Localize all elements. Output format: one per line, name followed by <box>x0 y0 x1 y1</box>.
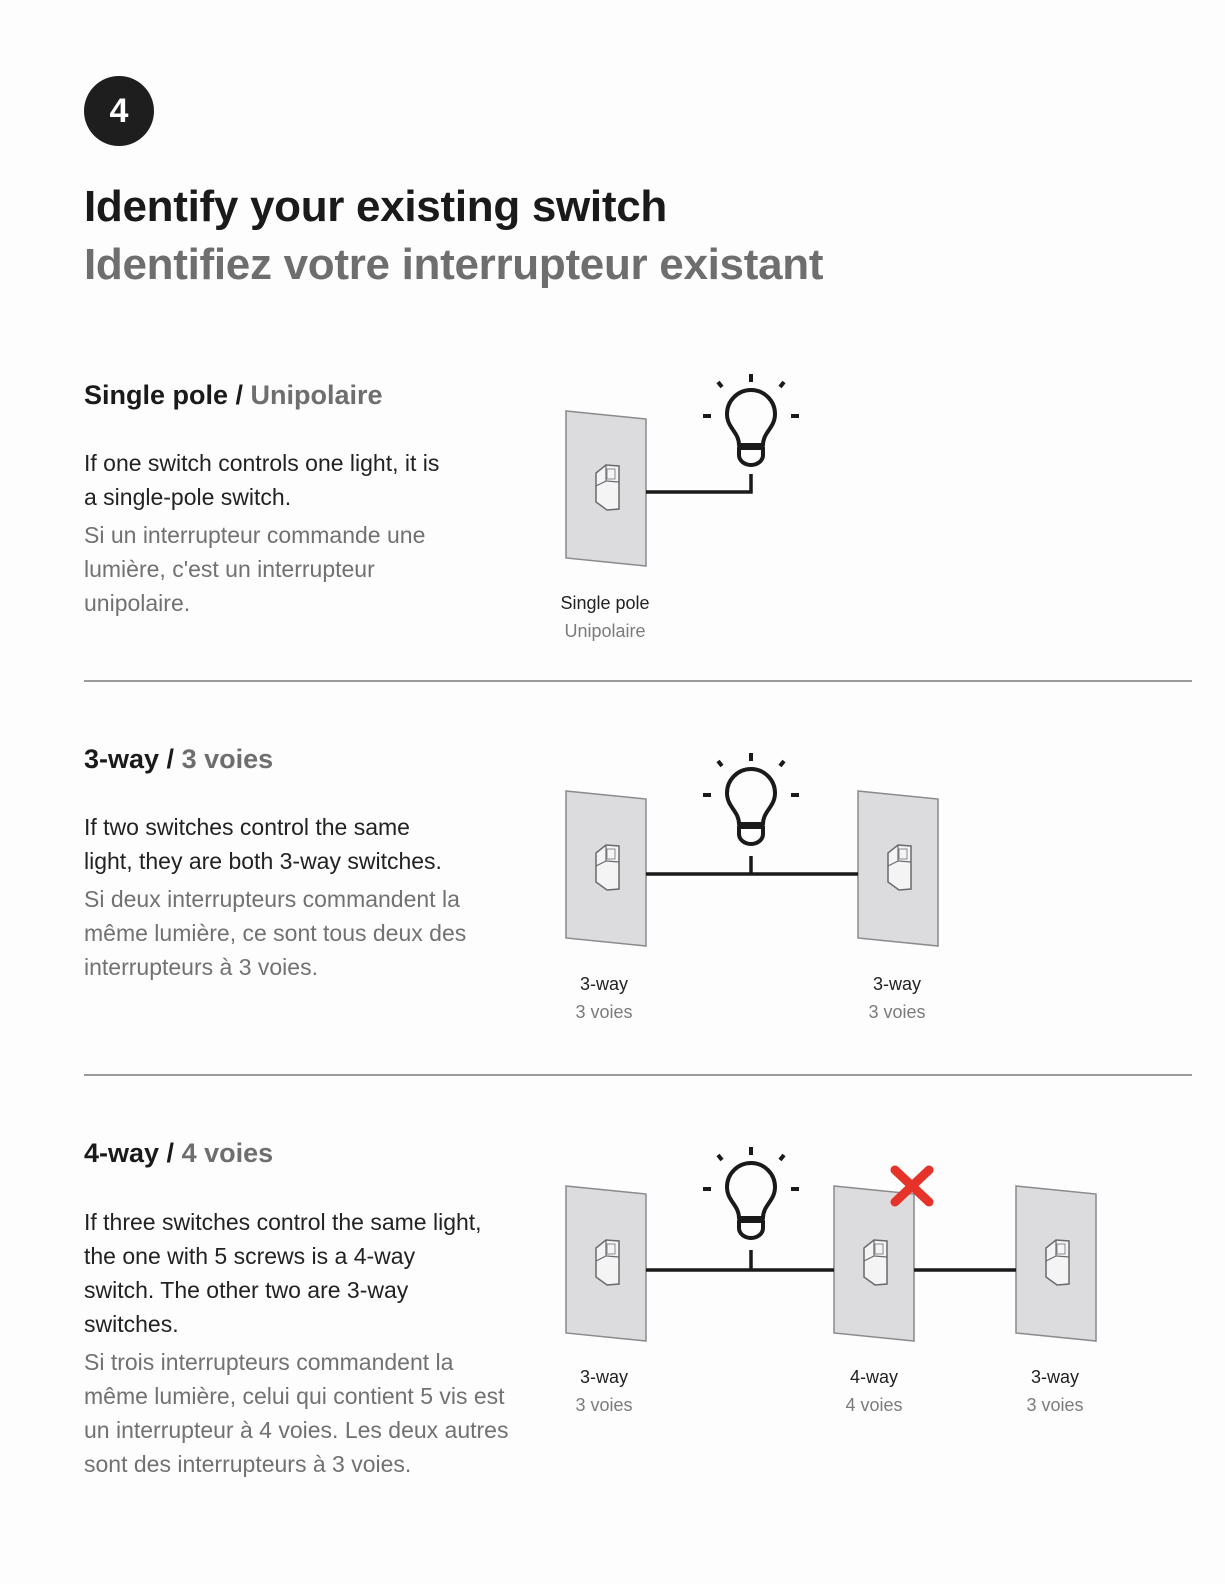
switch-label-en: 4-way <box>849 1367 898 1387</box>
page-title-fr: Identifiez votre interrupteur existant <box>84 240 824 289</box>
switch-label-fr: 3 voies <box>1026 1395 1084 1415</box>
wire <box>646 474 751 492</box>
heading-separator: / <box>228 380 251 410</box>
switch-plate-icon <box>566 791 646 946</box>
description-en: If two switches control the same light, they are both 3-way switches. <box>84 814 442 874</box>
description-en: If three switches control the same light, the one with 5 screws is a 4-way switch. The other two are 3-way switches. <box>84 1209 482 1337</box>
heading-fr: 3 voies <box>181 744 274 774</box>
switch-label <box>827 970 967 1026</box>
switch-label-en: 3-way <box>579 974 628 994</box>
light-bulb-icon <box>703 1147 799 1238</box>
switch-label-fr: 4 voies <box>845 1395 903 1415</box>
heading-fr: 4 voies <box>181 1138 274 1168</box>
heading-en: 3-way <box>84 744 160 774</box>
switch-plate-icon <box>566 1186 646 1341</box>
heading-separator: / <box>159 1138 182 1168</box>
description-fr: Si deux interrupteurs commandent la même lumière, ce sont tous deux des interrupteurs à 3 voies. <box>84 886 467 980</box>
heading-separator: / <box>159 744 182 774</box>
switch-label <box>985 1363 1125 1419</box>
switch-plate-icon <box>858 791 938 946</box>
switch-label <box>534 1363 674 1419</box>
switch-label-en: Single pole <box>560 593 650 613</box>
switch-label-en: 3-way <box>1030 1367 1079 1387</box>
heading-en: 4-way <box>84 1138 160 1168</box>
single-pole-diagram <box>566 374 799 566</box>
switch-label-en: 3-way <box>872 974 921 994</box>
switch-label-fr: 3 voies <box>575 1395 633 1415</box>
step-number-badge: 4 <box>84 76 154 146</box>
4-way-diagram <box>566 1147 1096 1341</box>
light-bulb-icon <box>703 753 799 844</box>
3-way-diagram <box>566 753 938 946</box>
switch-label <box>534 970 674 1026</box>
description-en: If one switch controls one light, it is a single-pole switch. <box>84 450 440 510</box>
page-title: Identify your existing switch <box>84 182 667 231</box>
heading-en: Single pole <box>84 380 229 410</box>
description-fr: Si un interrupteur commande une lumière, c'est un interrupteur unipolaire. <box>84 522 426 616</box>
switch-label <box>535 589 675 645</box>
switch-label-en: 3-way <box>579 1367 628 1387</box>
description-fr: Si trois interrupteurs commandent la même lumière, celui qui contient 5 vis est un interrupteur à 4 voies. Les deux autres sont des interrupteurs à 3 voies. <box>84 1349 509 1477</box>
switch-plate-icon <box>566 411 646 566</box>
switch-label-fr: 3 voies <box>868 1002 926 1022</box>
switch-label-fr: 3 voies <box>575 1002 633 1022</box>
heading-fr: Unipolaire <box>250 380 383 410</box>
switch-plate-icon <box>834 1186 914 1341</box>
switch-label <box>804 1363 944 1419</box>
light-bulb-icon <box>703 374 799 465</box>
switch-label-fr: Unipolaire <box>564 621 646 641</box>
switch-plate-icon <box>1016 1186 1096 1341</box>
